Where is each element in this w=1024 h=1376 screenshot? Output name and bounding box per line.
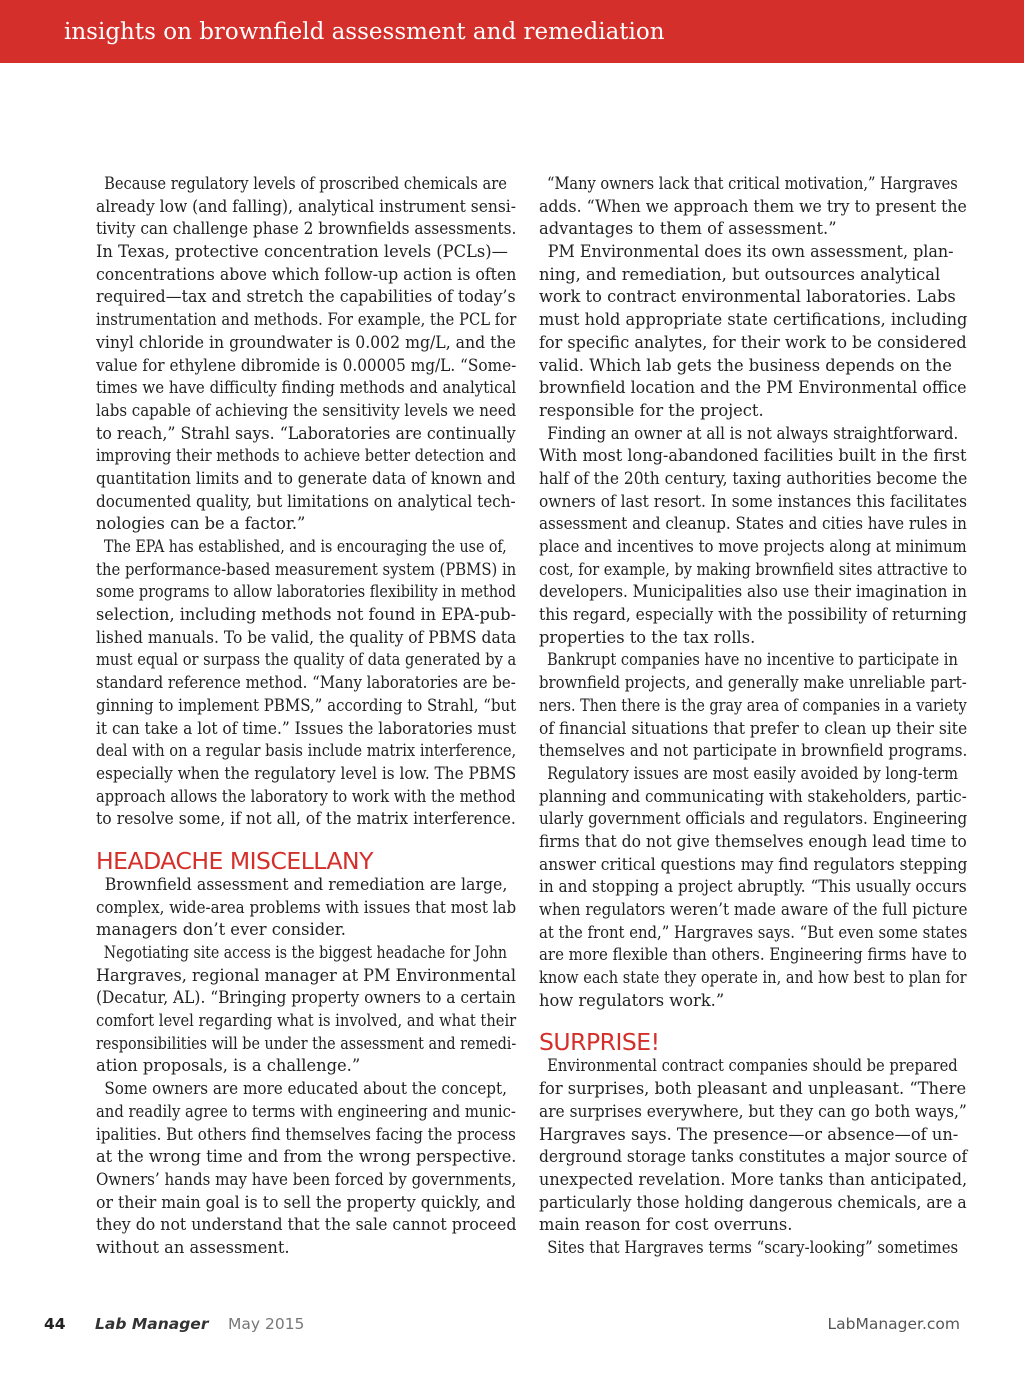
magazine-name: Lab Manager: [95, 1315, 209, 1333]
section-title: insights on brownfield assessment and remediation: [64, 19, 665, 45]
text-line: for specific analytes, for their work to be considered: [539, 332, 967, 352]
text-line: brownfield location and the PM Environmental office: [539, 378, 967, 398]
text-line: standard reference method. “Many laboratories are be-: [96, 673, 516, 693]
text-line: vinyl chloride in groundwater is 0.002 mg/L, and the: [96, 332, 516, 352]
text-line: this regard, especially with the possibility of returning: [539, 605, 967, 625]
paragraph: [539, 1055, 967, 1237]
paragraph: [539, 423, 967, 650]
page-number: 44: [44, 1315, 66, 1333]
text-line: valid. Which lab gets the business depends on the: [539, 355, 952, 375]
text-line: how regulators work.”: [539, 990, 725, 1010]
text-line: responsibilities will be under the assessment and remedi-: [96, 1033, 517, 1053]
text-line: to reach,” Strahl says. “Laboratories are continually: [96, 423, 516, 443]
paragraph: [539, 173, 967, 241]
text-line: adds. “When we approach them we try to present the: [539, 196, 967, 216]
text-line: themselves and not participate in brownfield programs.: [539, 741, 968, 761]
text-line: labs capable of achieving the sensitivity levels we need: [96, 400, 517, 420]
text-line: are surprises everywhere, but they can go both ways,”: [539, 1101, 967, 1121]
text-line: or their main goal is to sell the property quickly, and: [96, 1192, 516, 1212]
text-line: some programs to allow laboratories flexibility in method: [96, 582, 517, 602]
text-line: Negotiating site access is the biggest headache for John: [103, 943, 508, 962]
text-line: when regulators weren’t made aware of the full picture: [539, 900, 968, 919]
text-line: cost, for example, by making brownfield sites attractive to: [539, 559, 968, 579]
text-line: Owners’ hands may have been forced by governments,: [96, 1169, 517, 1189]
left-column: [96, 173, 516, 1260]
section-heading: HEADACHE MISCELLANY: [96, 846, 373, 875]
text-line: managers don’t ever consider.: [96, 920, 346, 940]
text-line: responsible for the project.: [539, 400, 764, 420]
text-line: planning and communicating with stakeholders, partic-: [539, 786, 967, 806]
text-line: already low (and falling), analytical instrument sensi-: [96, 196, 517, 216]
text-line: instrumentation and methods. For example, the PCL for: [96, 310, 517, 330]
text-line: ation proposals, is a challenge.”: [96, 1056, 361, 1076]
text-line: Sites that Hargraves terms “scary-looking” sometimes: [547, 1237, 959, 1257]
text-line: The EPA has established, and is encouraging the use of,: [103, 537, 507, 556]
text-line: half of the 20th century, taxing authorities become the: [539, 468, 968, 488]
text-line: developers. Municipalities also use their imagination in: [539, 582, 967, 602]
text-line: assessment and cleanup. States and cities have rules in: [539, 514, 967, 534]
text-line: answer critical questions may find regulators stepping: [539, 854, 968, 874]
text-line: and readily agree to terms with engineering and munic-: [96, 1101, 516, 1121]
header-banner: [0, 0, 1024, 63]
text-line: brownfield projects, and generally make unreliable part-: [539, 673, 967, 693]
text-line: In Texas, protective concentration levels (PCLs)—: [96, 242, 508, 262]
text-line: Brownfield assessment and remediation are large,: [104, 874, 508, 894]
text-line: Hargraves, regional manager at PM Environmental: [96, 965, 517, 985]
text-line: comfort level regarding what is involved, and what their: [96, 1011, 517, 1031]
text-line: of financial situations that prefer to clean up their site: [539, 718, 968, 738]
text-line: required—tax and stretch the capabilities of today’s: [96, 287, 516, 307]
text-line: owners of last resort. In some instances this facilitates: [539, 491, 968, 511]
text-line: approach allows the laboratory to work with the method: [96, 786, 516, 806]
text-line: (Decatur, AL). “Bringing property owners to a certain: [96, 988, 516, 1008]
text-line: Environmental contract companies should be prepared: [547, 1056, 958, 1076]
text-line: in and stopping a project abruptly. “This usually occurs: [539, 877, 967, 897]
paragraph: [96, 536, 516, 831]
paragraph: [539, 763, 967, 1013]
text-line: properties to the tax rolls.: [539, 627, 756, 647]
text-line: times we have difficulty finding methods and analytical: [96, 378, 517, 398]
paragraph: [539, 1237, 967, 1260]
paragraph: [96, 173, 516, 536]
text-line: concentrations above which follow-up action is often: [96, 264, 517, 284]
text-line: Some owners are more educated about the concept,: [104, 1079, 507, 1099]
text-line: lished manuals. To be valid, the quality of PBMS data: [96, 627, 517, 647]
paragraph: [96, 874, 516, 942]
text-line: to resolve some, if not all, of the matrix interference.: [96, 809, 516, 829]
text-line: advantages to them of assessment.”: [539, 219, 837, 239]
text-line: deal with on a regular basis include matrix interference,: [96, 741, 517, 761]
text-line: firms that do not give themselves enough lead time to: [539, 831, 967, 851]
text-line: Hargraves says. The presence—or absence—of un-: [539, 1124, 959, 1144]
text-line: are more flexible than others. Engineering firms have to: [539, 945, 967, 965]
text-line: they do not understand that the sale cannot proceed: [96, 1215, 517, 1235]
text-line: must equal or surpass the quality of data generated by a: [96, 650, 517, 670]
paragraph: [539, 649, 967, 762]
text-line: ipalities. But others find themselves facing the process: [96, 1124, 516, 1144]
paragraph: [96, 942, 516, 1078]
text-line: With most long-abandoned facilities built in the first: [539, 446, 967, 466]
text-line: at the wrong time and from the wrong perspective.: [96, 1147, 517, 1167]
text-line: at the front end,” Hargraves says. “But even some states: [539, 922, 968, 942]
text-line: without an assessment.: [96, 1237, 290, 1257]
paragraph: [539, 241, 967, 423]
text-line: “Many owners lack that critical motivation,” Hargraves: [547, 174, 958, 193]
text-line: ginning to implement PBMS,” according to Strahl, “but: [96, 695, 517, 715]
text-line: for surprises, both pleasant and unpleasant. “There: [539, 1079, 967, 1099]
text-line: it can take a lot of time.” Issues the laboratories must: [96, 718, 517, 738]
text-line: ularly government officials and regulators. Engineering: [539, 809, 968, 829]
text-line: Bankrupt companies have no incentive to participate in: [547, 650, 958, 670]
text-line: especially when the regulatory level is low. The PBMS: [96, 763, 517, 783]
text-line: the performance-based measurement system (PBMS) in: [96, 559, 517, 579]
text-line: documented quality, but limitations on analytical tech-: [96, 491, 516, 511]
section-heading: SURPRISE!: [539, 1028, 660, 1057]
text-line: Because regulatory levels of proscribed chemicals are: [104, 174, 507, 193]
text-line: value for ethylene dibromide is 0.00005 mg/L. “Some-: [96, 355, 517, 375]
text-line: complex, wide-area problems with issues that most lab: [96, 897, 517, 917]
text-line: selection, including methods not found in EPA-pub-: [96, 605, 517, 625]
text-line: ning, and remediation, but outsources analytical: [539, 264, 941, 284]
text-line: nologies can be a factor.”: [96, 514, 306, 534]
issue-date: May 2015: [228, 1315, 305, 1333]
text-line: Regulatory issues are most easily avoided by long-term: [547, 763, 959, 783]
text-line: unexpected revelation. More tanks than anticipated,: [539, 1169, 968, 1189]
paragraph: [96, 1078, 516, 1260]
website-link[interactable]: LabManager.com: [827, 1315, 960, 1333]
text-line: Finding an owner at all is not always straightforward.: [547, 423, 959, 443]
text-line: improving their methods to achieve better detection and: [96, 446, 517, 466]
text-line: ners. Then there is the gray area of companies in a variety: [539, 695, 967, 715]
text-line: main reason for cost overruns.: [539, 1215, 793, 1235]
text-line: derground storage tanks constitutes a major source of: [539, 1147, 968, 1167]
right-column: [539, 173, 967, 1260]
text-line: work to contract environmental laboratories. Labs: [539, 287, 956, 307]
text-line: PM Environmental does its own assessment, plan-: [547, 242, 954, 262]
text-line: particularly those holding dangerous chemicals, are a: [539, 1192, 967, 1212]
text-line: must hold appropriate state certifications, including: [539, 310, 968, 330]
text-line: know each state they operate in, and how best to plan for: [539, 968, 967, 988]
text-line: tivity can challenge phase 2 brownfields assessments.: [96, 219, 517, 239]
text-line: place and incentives to move projects along at minimum: [539, 537, 967, 556]
text-line: quantitation limits and to generate data of known and: [96, 468, 516, 488]
